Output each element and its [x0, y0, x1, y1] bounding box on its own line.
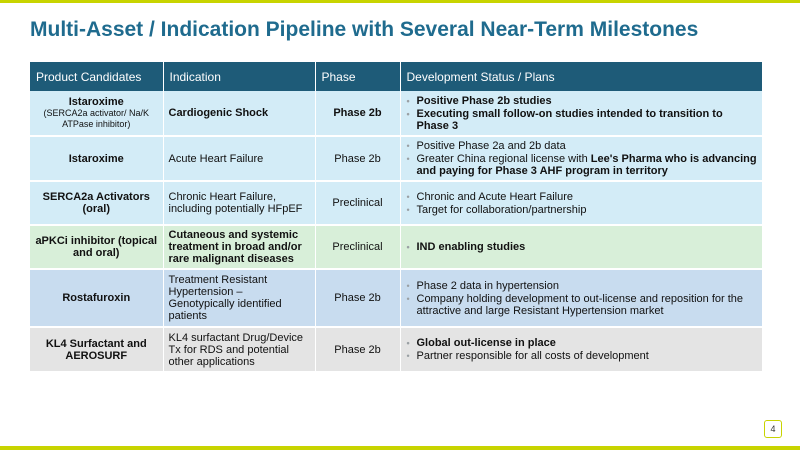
- product-cell: [30, 269, 163, 327]
- phase-cell: Preclinical: [315, 225, 400, 269]
- table-row: [30, 327, 762, 372]
- status-cell: [400, 181, 762, 225]
- product-name: Istaroxime: [68, 96, 124, 108]
- status-cell: [400, 225, 762, 269]
- product-cell: [30, 91, 163, 136]
- status-bullet: • Target for collaboration/partnership: [406, 204, 758, 216]
- indication-cell: KL4 surfactant Drug/Device Tx for RDS and potential other applications: [163, 327, 315, 372]
- bottom-accent-rule: [0, 446, 800, 450]
- product-name: aPKCi inhibitor (topical and oral): [35, 235, 158, 259]
- status-bullet: [406, 153, 758, 177]
- status-bullet: • Global out-license in place: [406, 337, 758, 349]
- status-bullet: • Executing small follow-on studies intended to transition to Phase 3: [406, 108, 758, 132]
- column-header-phase: Phase: [315, 62, 400, 91]
- product-name: Rostafuroxin: [62, 292, 131, 304]
- status-bullet: • Company holding development to out-license and reposition for the attractive and large Resistant Hypertension market: [406, 293, 758, 317]
- indication-cell: Acute Heart Failure: [163, 136, 315, 181]
- status-cell: [400, 327, 762, 372]
- table-row: [30, 91, 762, 136]
- product-name: KL4 Surfactant and AEROSURF: [45, 337, 147, 362]
- column-header-indication: Indication: [163, 62, 315, 91]
- product-name: SERCA2a Activators (oral): [42, 191, 150, 215]
- status-bullet: • Positive Phase 2a and 2b data: [406, 140, 758, 152]
- product-subtitle: (SERCA2a activator/ Na/K ATPase inhibitor): [43, 108, 150, 129]
- product-cell: [30, 181, 163, 225]
- phase-cell: Phase 2b: [315, 327, 400, 372]
- table-header-row: [30, 62, 762, 91]
- status-bullet: • Phase 2 data in hypertension: [406, 280, 758, 292]
- page-number-badge: 4: [764, 420, 782, 438]
- status-bullet: • Positive Phase 2b studies: [406, 95, 758, 107]
- indication-cell: Treatment Resistant Hypertension – Genotypically identified patients: [163, 269, 315, 327]
- status-bullet: • IND enabling studies: [406, 241, 758, 253]
- slide-title: Multi-Asset / Indication Pipeline with Several Near-Term Milestones: [30, 18, 699, 41]
- status-cell: [400, 136, 762, 181]
- column-header-status: Development Status / Plans: [400, 62, 762, 91]
- table-row: [30, 269, 762, 327]
- column-header-product: Product Candidates: [30, 62, 163, 91]
- indication-cell: Chronic Heart Failure, including potentially HFpEF: [163, 181, 315, 225]
- indication-cell: Cutaneous and systemic treatment in broad and/or rare malignant diseases: [163, 225, 315, 269]
- status-bullet: • Partner responsible for all costs of development: [406, 350, 758, 362]
- status-text: Greater China regional license with: [416, 153, 588, 165]
- table-row: [30, 181, 762, 225]
- table-row: [30, 225, 762, 269]
- product-cell: [30, 327, 163, 372]
- phase-cell: Phase 2b: [315, 91, 400, 136]
- status-highlight: Lee's Pharma who is advancing and paying for Phase 3 AHF program in territory: [416, 153, 757, 177]
- product-name: Istaroxime: [68, 152, 124, 165]
- product-cell: [30, 225, 163, 269]
- pipeline-table: [30, 62, 762, 373]
- phase-cell: Phase 2b: [315, 269, 400, 327]
- status-bullet: • Chronic and Acute Heart Failure: [406, 191, 758, 203]
- phase-cell: Preclinical: [315, 181, 400, 225]
- phase-cell: Phase 2b: [315, 136, 400, 181]
- indication-cell: Cardiogenic Shock: [163, 91, 315, 136]
- status-cell: [400, 269, 762, 327]
- product-cell: [30, 136, 163, 181]
- top-accent-rule: [0, 0, 800, 3]
- status-cell: [400, 91, 762, 136]
- table-row: [30, 136, 762, 181]
